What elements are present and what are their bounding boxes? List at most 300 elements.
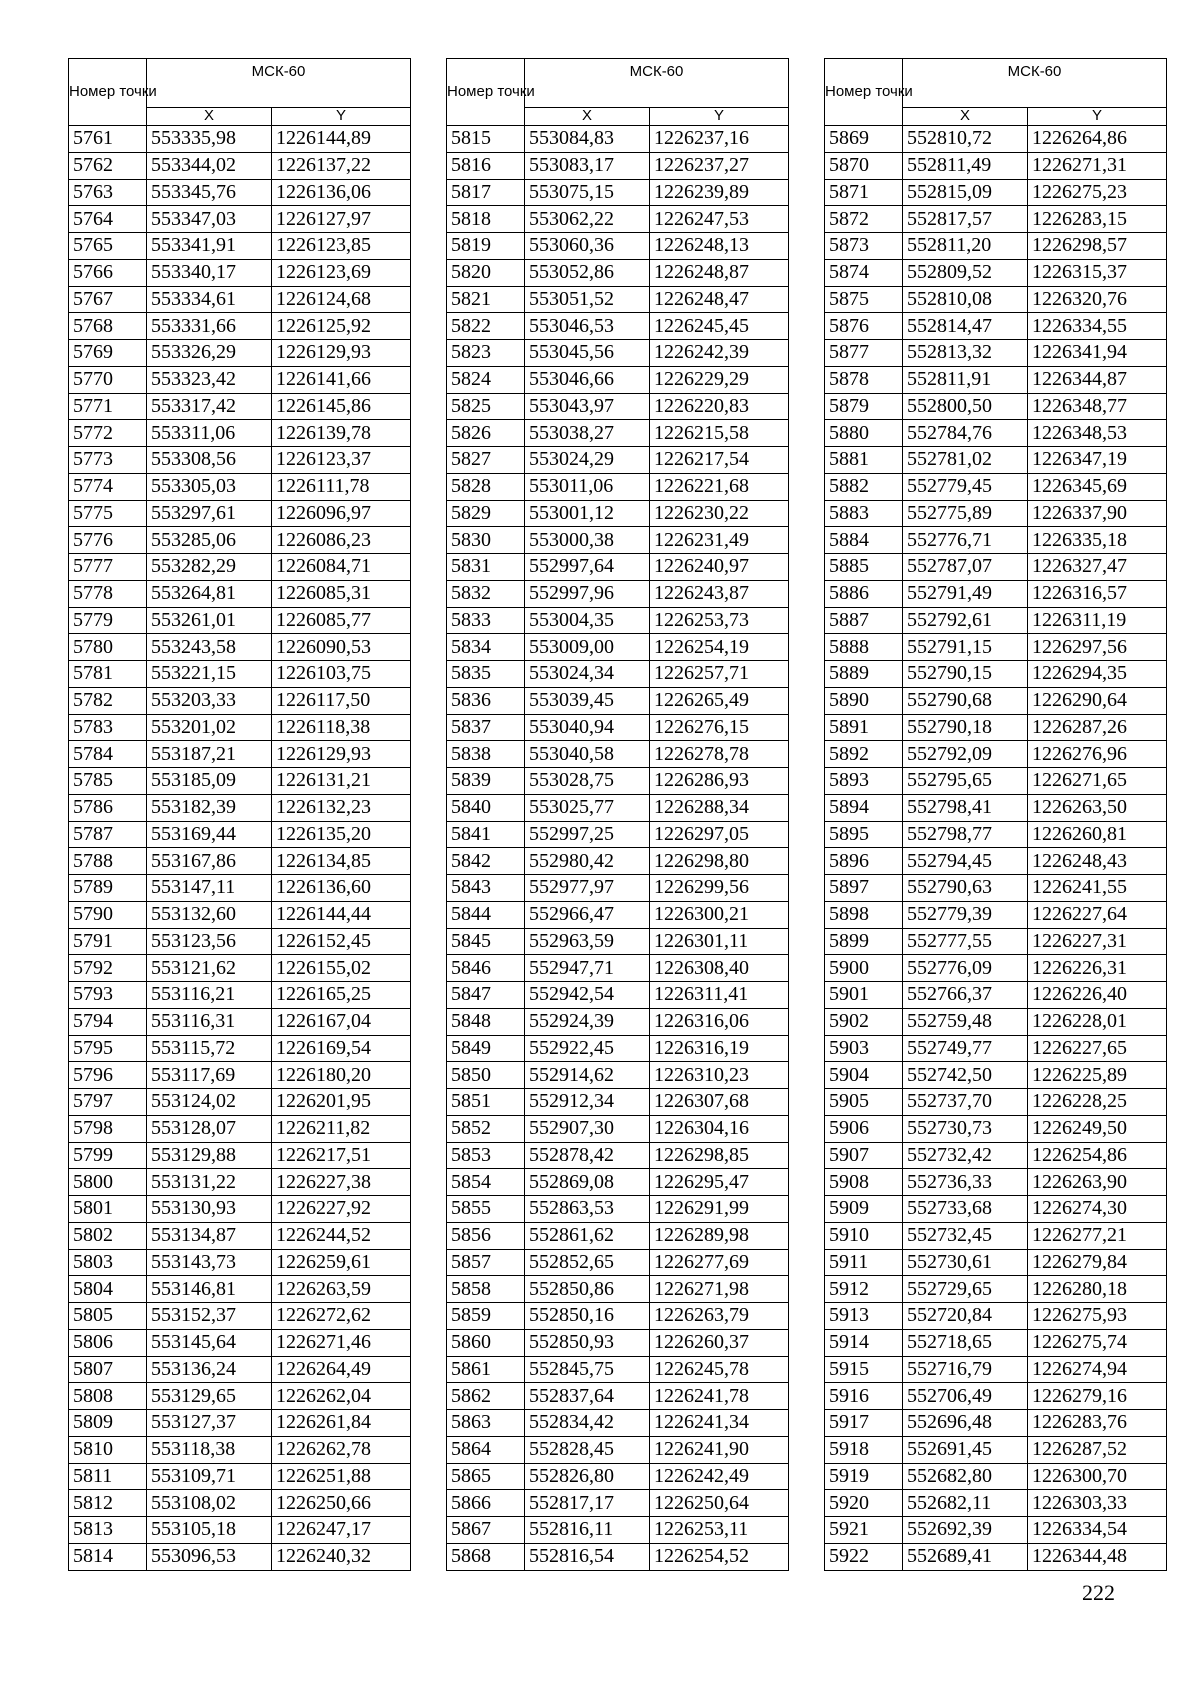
table-row bbox=[825, 1035, 1167, 1062]
x-coordinate-cell: 553025,77 bbox=[525, 794, 650, 821]
point-number-cell: 5918 bbox=[825, 1436, 903, 1463]
x-coordinate-cell: 553331,66 bbox=[147, 313, 272, 340]
table-row bbox=[825, 206, 1167, 233]
x-coordinate-cell: 553062,22 bbox=[525, 206, 650, 233]
point-number-cell: 5882 bbox=[825, 473, 903, 500]
point-number-cell: 5805 bbox=[69, 1303, 147, 1330]
y-coordinate-cell: 1226239,89 bbox=[650, 179, 789, 206]
point-number-cell: 5898 bbox=[825, 901, 903, 928]
x-coordinate-cell: 552817,57 bbox=[903, 206, 1028, 233]
table-row bbox=[447, 1543, 789, 1570]
point-number-cell: 5889 bbox=[825, 661, 903, 688]
x-coordinate-cell: 552730,73 bbox=[903, 1115, 1028, 1142]
table-row bbox=[69, 955, 411, 982]
point-number-cell: 5814 bbox=[69, 1543, 147, 1570]
y-coordinate-cell: 1226243,87 bbox=[650, 580, 789, 607]
y-coordinate-cell: 1226275,93 bbox=[1028, 1303, 1167, 1330]
table-row bbox=[447, 687, 789, 714]
point-number-cell: 5915 bbox=[825, 1356, 903, 1383]
y-coordinate-cell: 1226290,64 bbox=[1028, 687, 1167, 714]
x-coordinate-cell: 553147,11 bbox=[147, 875, 272, 902]
table-row bbox=[69, 500, 411, 527]
table-row bbox=[825, 741, 1167, 768]
y-coordinate-cell: 1226135,20 bbox=[272, 821, 411, 848]
table-row bbox=[447, 1276, 789, 1303]
point-number-cell: 5851 bbox=[447, 1089, 525, 1116]
y-header: Y bbox=[272, 108, 411, 126]
point-number-cell: 5903 bbox=[825, 1035, 903, 1062]
y-coordinate-cell: 1226248,87 bbox=[650, 259, 789, 286]
y-coordinate-cell: 1226241,78 bbox=[650, 1383, 789, 1410]
table-row bbox=[69, 259, 411, 286]
x-coordinate-cell: 552810,72 bbox=[903, 126, 1028, 153]
y-coordinate-cell: 1226304,16 bbox=[650, 1115, 789, 1142]
table-row bbox=[447, 607, 789, 634]
point-number-cell: 5785 bbox=[69, 768, 147, 795]
y-coordinate-cell: 1226123,37 bbox=[272, 447, 411, 474]
table-row bbox=[825, 554, 1167, 581]
y-coordinate-cell: 1226245,45 bbox=[650, 313, 789, 340]
x-coordinate-cell: 552850,16 bbox=[525, 1303, 650, 1330]
table-row bbox=[69, 447, 411, 474]
y-coordinate-cell: 1226227,92 bbox=[272, 1196, 411, 1223]
x-coordinate-cell: 553264,81 bbox=[147, 580, 272, 607]
table-row bbox=[447, 286, 789, 313]
point-number-cell: 5769 bbox=[69, 340, 147, 367]
y-coordinate-cell: 1226311,19 bbox=[1028, 607, 1167, 634]
point-number-cell: 5809 bbox=[69, 1410, 147, 1437]
point-number-cell: 5869 bbox=[825, 126, 903, 153]
table-row bbox=[447, 554, 789, 581]
point-number-cell: 5821 bbox=[447, 286, 525, 313]
y-coordinate-cell: 1226134,85 bbox=[272, 848, 411, 875]
y-coordinate-cell: 1226279,84 bbox=[1028, 1249, 1167, 1276]
x-coordinate-cell: 552779,39 bbox=[903, 901, 1028, 928]
x-coordinate-cell: 552691,45 bbox=[903, 1436, 1028, 1463]
y-coordinate-cell: 1226274,94 bbox=[1028, 1356, 1167, 1383]
point-number-cell: 5818 bbox=[447, 206, 525, 233]
table-row bbox=[69, 687, 411, 714]
table-row bbox=[69, 1142, 411, 1169]
x-coordinate-cell: 553028,75 bbox=[525, 768, 650, 795]
point-number-cell: 5917 bbox=[825, 1410, 903, 1437]
point-number-header: Номер точки bbox=[69, 59, 147, 126]
y-coordinate-cell: 1226275,74 bbox=[1028, 1329, 1167, 1356]
x-coordinate-cell: 553130,93 bbox=[147, 1196, 272, 1223]
point-number-cell: 5797 bbox=[69, 1089, 147, 1116]
x-coordinate-cell: 553045,56 bbox=[525, 340, 650, 367]
point-number-cell: 5910 bbox=[825, 1222, 903, 1249]
point-number-cell: 5897 bbox=[825, 875, 903, 902]
y-coordinate-cell: 1226217,51 bbox=[272, 1142, 411, 1169]
table-row bbox=[447, 1115, 789, 1142]
table-row bbox=[69, 768, 411, 795]
x-coordinate-cell: 552850,86 bbox=[525, 1276, 650, 1303]
table-row bbox=[447, 1329, 789, 1356]
y-coordinate-cell: 1226298,57 bbox=[1028, 233, 1167, 260]
x-coordinate-cell: 552828,45 bbox=[525, 1436, 650, 1463]
table-row bbox=[447, 206, 789, 233]
y-coordinate-cell: 1226275,23 bbox=[1028, 179, 1167, 206]
table-row bbox=[447, 1383, 789, 1410]
y-coordinate-cell: 1226263,50 bbox=[1028, 794, 1167, 821]
point-number-cell: 5761 bbox=[69, 126, 147, 153]
table-row bbox=[69, 554, 411, 581]
x-coordinate-cell: 552845,75 bbox=[525, 1356, 650, 1383]
x-coordinate-cell: 552787,07 bbox=[903, 554, 1028, 581]
y-coordinate-cell: 1226250,66 bbox=[272, 1490, 411, 1517]
x-coordinate-cell: 552811,20 bbox=[903, 233, 1028, 260]
y-coordinate-cell: 1226337,90 bbox=[1028, 500, 1167, 527]
x-coordinate-cell: 552922,45 bbox=[525, 1035, 650, 1062]
y-coordinate-cell: 1226348,77 bbox=[1028, 393, 1167, 420]
y-coordinate-cell: 1226237,16 bbox=[650, 126, 789, 153]
table-row bbox=[825, 580, 1167, 607]
point-number-cell: 5871 bbox=[825, 179, 903, 206]
point-number-cell: 5795 bbox=[69, 1035, 147, 1062]
table-row bbox=[69, 741, 411, 768]
x-coordinate-cell: 553129,88 bbox=[147, 1142, 272, 1169]
table-row bbox=[825, 607, 1167, 634]
x-coordinate-cell: 553009,00 bbox=[525, 634, 650, 661]
x-coordinate-cell: 552779,45 bbox=[903, 473, 1028, 500]
table-row bbox=[69, 580, 411, 607]
table-row bbox=[825, 1089, 1167, 1116]
point-number-cell: 5820 bbox=[447, 259, 525, 286]
x-coordinate-cell: 552791,15 bbox=[903, 634, 1028, 661]
point-number-cell: 5791 bbox=[69, 928, 147, 955]
x-coordinate-cell: 553108,02 bbox=[147, 1490, 272, 1517]
y-coordinate-cell: 1226263,90 bbox=[1028, 1169, 1167, 1196]
point-number-cell: 5838 bbox=[447, 741, 525, 768]
y-coordinate-cell: 1226316,19 bbox=[650, 1035, 789, 1062]
x-coordinate-cell: 553129,65 bbox=[147, 1383, 272, 1410]
y-coordinate-cell: 1226295,47 bbox=[650, 1169, 789, 1196]
point-number-cell: 5816 bbox=[447, 152, 525, 179]
x-coordinate-cell: 552792,09 bbox=[903, 741, 1028, 768]
y-coordinate-cell: 1226294,35 bbox=[1028, 661, 1167, 688]
x-coordinate-cell: 553117,69 bbox=[147, 1062, 272, 1089]
point-number-cell: 5784 bbox=[69, 741, 147, 768]
y-coordinate-cell: 1226271,46 bbox=[272, 1329, 411, 1356]
table-row bbox=[447, 1142, 789, 1169]
point-number-cell: 5827 bbox=[447, 447, 525, 474]
y-coordinate-cell: 1226237,27 bbox=[650, 152, 789, 179]
table-row bbox=[825, 473, 1167, 500]
y-coordinate-cell: 1226201,95 bbox=[272, 1089, 411, 1116]
table-row bbox=[69, 420, 411, 447]
table-row bbox=[825, 152, 1167, 179]
point-number-cell: 5874 bbox=[825, 259, 903, 286]
y-coordinate-cell: 1226165,25 bbox=[272, 982, 411, 1009]
y-coordinate-cell: 1226345,69 bbox=[1028, 473, 1167, 500]
y-coordinate-cell: 1226228,01 bbox=[1028, 1008, 1167, 1035]
table-row bbox=[825, 1222, 1167, 1249]
point-number-cell: 5920 bbox=[825, 1490, 903, 1517]
x-coordinate-cell: 553334,61 bbox=[147, 286, 272, 313]
x-coordinate-cell: 552863,53 bbox=[525, 1196, 650, 1223]
point-number-cell: 5823 bbox=[447, 340, 525, 367]
y-coordinate-cell: 1226263,79 bbox=[650, 1303, 789, 1330]
x-coordinate-cell: 552963,59 bbox=[525, 928, 650, 955]
y-coordinate-cell: 1226334,54 bbox=[1028, 1517, 1167, 1544]
point-number-cell: 5801 bbox=[69, 1196, 147, 1223]
y-coordinate-cell: 1226299,56 bbox=[650, 875, 789, 902]
y-coordinate-cell: 1226280,18 bbox=[1028, 1276, 1167, 1303]
table-row bbox=[69, 1008, 411, 1035]
point-number-cell: 5842 bbox=[447, 848, 525, 875]
x-coordinate-cell: 553305,03 bbox=[147, 473, 272, 500]
point-number-cell: 5844 bbox=[447, 901, 525, 928]
point-number-cell: 5831 bbox=[447, 554, 525, 581]
point-number-cell: 5794 bbox=[69, 1008, 147, 1035]
x-coordinate-cell: 553297,61 bbox=[147, 500, 272, 527]
x-coordinate-cell: 553335,98 bbox=[147, 126, 272, 153]
point-number-cell: 5780 bbox=[69, 634, 147, 661]
x-coordinate-cell: 553285,06 bbox=[147, 527, 272, 554]
y-coordinate-cell: 1226348,53 bbox=[1028, 420, 1167, 447]
x-coordinate-cell: 552837,64 bbox=[525, 1383, 650, 1410]
x-coordinate-cell: 552791,49 bbox=[903, 580, 1028, 607]
point-number-cell: 5893 bbox=[825, 768, 903, 795]
point-number-cell: 5768 bbox=[69, 313, 147, 340]
table-row bbox=[69, 1410, 411, 1437]
y-coordinate-cell: 1226180,20 bbox=[272, 1062, 411, 1089]
x-coordinate-cell: 552730,61 bbox=[903, 1249, 1028, 1276]
x-coordinate-cell: 552816,11 bbox=[525, 1517, 650, 1544]
y-coordinate-cell: 1226132,23 bbox=[272, 794, 411, 821]
x-coordinate-cell: 552942,54 bbox=[525, 982, 650, 1009]
coordinate-system-header: МСК-60 bbox=[525, 59, 789, 108]
y-coordinate-cell: 1226085,77 bbox=[272, 607, 411, 634]
y-coordinate-cell: 1226248,13 bbox=[650, 233, 789, 260]
point-number-cell: 5857 bbox=[447, 1249, 525, 1276]
x-coordinate-cell: 553083,17 bbox=[525, 152, 650, 179]
point-number-cell: 5837 bbox=[447, 714, 525, 741]
point-number-cell: 5770 bbox=[69, 366, 147, 393]
y-coordinate-cell: 1226262,78 bbox=[272, 1436, 411, 1463]
x-coordinate-cell: 552706,49 bbox=[903, 1383, 1028, 1410]
x-coordinate-cell: 552980,42 bbox=[525, 848, 650, 875]
table-row bbox=[825, 286, 1167, 313]
table-row bbox=[69, 1436, 411, 1463]
y-coordinate-cell: 1226286,93 bbox=[650, 768, 789, 795]
table-row bbox=[69, 1383, 411, 1410]
point-number-cell: 5767 bbox=[69, 286, 147, 313]
y-coordinate-cell: 1226300,70 bbox=[1028, 1463, 1167, 1490]
y-coordinate-cell: 1226123,69 bbox=[272, 259, 411, 286]
table-row bbox=[69, 179, 411, 206]
x-coordinate-cell: 553221,15 bbox=[147, 661, 272, 688]
table-row bbox=[447, 928, 789, 955]
x-coordinate-cell: 553109,71 bbox=[147, 1463, 272, 1490]
point-number-cell: 5861 bbox=[447, 1356, 525, 1383]
table-row bbox=[69, 1196, 411, 1223]
table-row bbox=[447, 179, 789, 206]
x-coordinate-cell: 553243,58 bbox=[147, 634, 272, 661]
y-coordinate-cell: 1226335,18 bbox=[1028, 527, 1167, 554]
point-number-cell: 5858 bbox=[447, 1276, 525, 1303]
table-row bbox=[447, 393, 789, 420]
x-coordinate-cell: 552766,37 bbox=[903, 982, 1028, 1009]
y-coordinate-cell: 1226334,55 bbox=[1028, 313, 1167, 340]
y-header: Y bbox=[650, 108, 789, 126]
y-coordinate-cell: 1226125,92 bbox=[272, 313, 411, 340]
y-coordinate-cell: 1226254,19 bbox=[650, 634, 789, 661]
x-coordinate-cell: 553136,24 bbox=[147, 1356, 272, 1383]
x-coordinate-cell: 552852,65 bbox=[525, 1249, 650, 1276]
y-header: Y bbox=[1028, 108, 1167, 126]
x-coordinate-cell: 553347,03 bbox=[147, 206, 272, 233]
table-row bbox=[69, 901, 411, 928]
point-number-cell: 5880 bbox=[825, 420, 903, 447]
y-coordinate-cell: 1226241,55 bbox=[1028, 875, 1167, 902]
point-number-cell: 5825 bbox=[447, 393, 525, 420]
point-number-cell: 5764 bbox=[69, 206, 147, 233]
point-number-cell: 5883 bbox=[825, 500, 903, 527]
table-row bbox=[69, 1089, 411, 1116]
x-coordinate-cell: 553004,35 bbox=[525, 607, 650, 634]
y-coordinate-cell: 1226227,64 bbox=[1028, 901, 1167, 928]
y-coordinate-cell: 1226227,38 bbox=[272, 1169, 411, 1196]
y-coordinate-cell: 1226251,88 bbox=[272, 1463, 411, 1490]
x-coordinate-cell: 552749,77 bbox=[903, 1035, 1028, 1062]
y-coordinate-cell: 1226344,48 bbox=[1028, 1543, 1167, 1570]
x-coordinate-cell: 552914,62 bbox=[525, 1062, 650, 1089]
table-row bbox=[825, 1062, 1167, 1089]
point-number-cell: 5798 bbox=[69, 1115, 147, 1142]
y-coordinate-cell: 1226303,33 bbox=[1028, 1490, 1167, 1517]
x-coordinate-cell: 553323,42 bbox=[147, 366, 272, 393]
point-number-cell: 5826 bbox=[447, 420, 525, 447]
table-row bbox=[447, 1436, 789, 1463]
x-coordinate-cell: 552811,91 bbox=[903, 366, 1028, 393]
y-coordinate-cell: 1226311,41 bbox=[650, 982, 789, 1009]
point-number-cell: 5904 bbox=[825, 1062, 903, 1089]
x-coordinate-cell: 552850,93 bbox=[525, 1329, 650, 1356]
x-coordinate-cell: 552696,48 bbox=[903, 1410, 1028, 1437]
table-row bbox=[69, 366, 411, 393]
x-coordinate-cell: 553145,64 bbox=[147, 1329, 272, 1356]
y-coordinate-cell: 1226230,22 bbox=[650, 500, 789, 527]
point-number-cell: 5774 bbox=[69, 473, 147, 500]
x-coordinate-cell: 553132,60 bbox=[147, 901, 272, 928]
y-coordinate-cell: 1226254,52 bbox=[650, 1543, 789, 1570]
y-coordinate-cell: 1226287,52 bbox=[1028, 1436, 1167, 1463]
point-number-cell: 5860 bbox=[447, 1329, 525, 1356]
point-number-cell: 5906 bbox=[825, 1115, 903, 1142]
y-coordinate-cell: 1226085,31 bbox=[272, 580, 411, 607]
x-coordinate-cell: 552716,79 bbox=[903, 1356, 1028, 1383]
point-number-cell: 5815 bbox=[447, 126, 525, 153]
table-row bbox=[825, 1490, 1167, 1517]
table-row bbox=[825, 634, 1167, 661]
x-coordinate-cell: 552682,80 bbox=[903, 1463, 1028, 1490]
x-coordinate-cell: 552817,17 bbox=[525, 1490, 650, 1517]
x-coordinate-cell: 553187,21 bbox=[147, 741, 272, 768]
y-coordinate-cell: 1226169,54 bbox=[272, 1035, 411, 1062]
table-row bbox=[447, 1356, 789, 1383]
x-coordinate-cell: 553075,15 bbox=[525, 179, 650, 206]
point-number-cell: 5892 bbox=[825, 741, 903, 768]
point-number-cell: 5876 bbox=[825, 313, 903, 340]
y-coordinate-cell: 1226145,86 bbox=[272, 393, 411, 420]
x-coordinate-cell: 552810,08 bbox=[903, 286, 1028, 313]
x-coordinate-cell: 552811,49 bbox=[903, 152, 1028, 179]
table-row bbox=[447, 527, 789, 554]
x-header: X bbox=[525, 108, 650, 126]
table-row bbox=[825, 1142, 1167, 1169]
x-coordinate-cell: 552682,11 bbox=[903, 1490, 1028, 1517]
table-row bbox=[825, 821, 1167, 848]
point-number-cell: 5922 bbox=[825, 1543, 903, 1570]
y-coordinate-cell: 1226123,85 bbox=[272, 233, 411, 260]
y-coordinate-cell: 1226298,80 bbox=[650, 848, 789, 875]
point-number-header: Номер точки bbox=[447, 59, 525, 126]
point-number-cell: 5829 bbox=[447, 500, 525, 527]
table-row bbox=[69, 821, 411, 848]
y-coordinate-cell: 1226221,68 bbox=[650, 473, 789, 500]
point-number-cell: 5762 bbox=[69, 152, 147, 179]
y-coordinate-cell: 1226217,54 bbox=[650, 447, 789, 474]
x-coordinate-cell: 553128,07 bbox=[147, 1115, 272, 1142]
y-coordinate-cell: 1226271,65 bbox=[1028, 768, 1167, 795]
x-coordinate-cell: 553123,56 bbox=[147, 928, 272, 955]
y-coordinate-cell: 1226344,87 bbox=[1028, 366, 1167, 393]
point-number-cell: 5848 bbox=[447, 1008, 525, 1035]
point-number-cell: 5810 bbox=[69, 1436, 147, 1463]
point-number-cell: 5771 bbox=[69, 393, 147, 420]
table-row bbox=[69, 527, 411, 554]
x-coordinate-cell: 552733,68 bbox=[903, 1196, 1028, 1223]
table-row bbox=[447, 661, 789, 688]
point-number-cell: 5862 bbox=[447, 1383, 525, 1410]
point-number-cell: 5843 bbox=[447, 875, 525, 902]
point-number-cell: 5879 bbox=[825, 393, 903, 420]
y-coordinate-cell: 1226226,31 bbox=[1028, 955, 1167, 982]
table-row bbox=[447, 473, 789, 500]
y-coordinate-cell: 1226141,66 bbox=[272, 366, 411, 393]
table-row bbox=[825, 447, 1167, 474]
table-row bbox=[69, 1303, 411, 1330]
x-coordinate-cell: 553043,97 bbox=[525, 393, 650, 420]
y-coordinate-cell: 1226247,17 bbox=[272, 1517, 411, 1544]
y-coordinate-cell: 1226211,82 bbox=[272, 1115, 411, 1142]
x-coordinate-cell: 553096,53 bbox=[147, 1543, 272, 1570]
x-coordinate-cell: 553317,42 bbox=[147, 393, 272, 420]
y-coordinate-cell: 1226271,98 bbox=[650, 1276, 789, 1303]
table-row bbox=[69, 1115, 411, 1142]
point-number-cell: 5895 bbox=[825, 821, 903, 848]
table-row bbox=[825, 1329, 1167, 1356]
y-coordinate-cell: 1226245,78 bbox=[650, 1356, 789, 1383]
point-number-cell: 5840 bbox=[447, 794, 525, 821]
y-coordinate-cell: 1226090,53 bbox=[272, 634, 411, 661]
x-coordinate-cell: 552795,65 bbox=[903, 768, 1028, 795]
point-number-cell: 5828 bbox=[447, 473, 525, 500]
table-row bbox=[447, 982, 789, 1009]
table-row bbox=[69, 1276, 411, 1303]
y-coordinate-cell: 1226308,40 bbox=[650, 955, 789, 982]
table-row bbox=[825, 768, 1167, 795]
y-coordinate-cell: 1226247,53 bbox=[650, 206, 789, 233]
y-coordinate-cell: 1226300,21 bbox=[650, 901, 789, 928]
table-row bbox=[447, 821, 789, 848]
x-coordinate-cell: 552815,09 bbox=[903, 179, 1028, 206]
point-number-cell: 5803 bbox=[69, 1249, 147, 1276]
point-number-cell: 5793 bbox=[69, 982, 147, 1009]
x-coordinate-cell: 553131,22 bbox=[147, 1169, 272, 1196]
